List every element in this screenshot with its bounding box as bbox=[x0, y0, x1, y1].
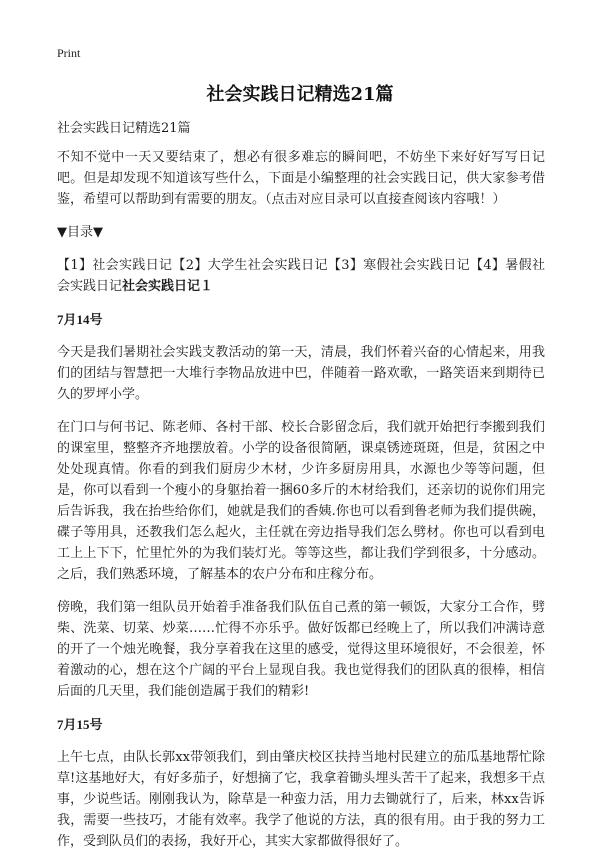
toc-link-1[interactable]: 【1】社会实践日记 bbox=[57, 258, 173, 273]
entry-paragraph: 在门口与何书记、陈老师、各村干部、校长合影留念后，我们就开始把行李搬到我们的课室里，整整齐齐地摆放着。小学的设备很简陋，课桌锈迹斑斑，但是，贫困之中处处现真情。你看的到我们厨房少木材，少许多厨房用具，水源也少等等问题，但是，你可以看到一个瘦小的身躯抬着一捆60多斤的木材给我们，还亲切的说你们用完后告诉我，我在抬些给你们，她就是我们的香姨.你也可以看到鲁老师为我们提供碗，碟子等用具，还教我们怎么起火，主任就在旁边指导我们怎么劈材。你也可以看到电工上上下下，忙里忙外的为我们装灯光。等等这些，都让我们学到很多，十分感动。之后，我们熟悉环境，了解基本的农户分布和庄稼分布。 bbox=[57, 420, 545, 582]
entry-paragraph: 上午七点，由队长郭xx带领我们，到由肇庆校区扶持当地村民建立的茄瓜基地帮忙除草!这基地好大，有好多茄子，好想摘了它，我拿着锄头埋头苦干了起来，我想多干点事，少说些话。刚刚我认为，除草是一种蛮力活，用力去锄就行了，后来，林xx告诉我，需要一些技巧，才能有效率。我学了他说的方法，真的很有用。由于我的努力工作，受到队员们的表扬，我好开心，其实大家都做得很好了。 bbox=[57, 750, 545, 849]
print-link[interactable]: Print bbox=[57, 46, 81, 60]
entry-date: 7月14号 bbox=[57, 312, 103, 327]
article-body bbox=[57, 118, 545, 864]
table-of-contents bbox=[57, 255, 545, 297]
entry-paragraph: 今天是我们暑期社会实践支教活动的第一天，清晨，我们怀着兴奋的心情起来，用我们的团结与智慧把一大堆行李物品放进中巴，伴随着一路欢歌，一路笑语来到期待已久的罗坪小学。 bbox=[57, 345, 545, 402]
toc-link-4[interactable]: 【4】暑假社会实践日记 bbox=[57, 258, 545, 294]
page-title: 社会实践日记精选21篇 bbox=[206, 84, 394, 105]
toc-link-2[interactable]: 【2】大学生社会实践日记 bbox=[172, 258, 328, 273]
entry-paragraph: 傍晚，我们第一组队员开始着手准备我们队伍自己煮的第一顿饭，大家分工合作，劈柴、洗菜、切菜、炒菜……忙得不亦乐乎。做好饭都已经晚上了，所以我们冲满诗意的开了一个烛光晚餐，我分享着我在这里的感受，觉得这里环境很好，不会很差，怀着激动的心，想在这个广阔的平台上显现自我。我也觉得我们的团队真的很棒，相信后面的几天里，我们能创造属于我们的精彩! bbox=[57, 600, 545, 699]
entry-date: 7月15号 bbox=[57, 717, 103, 732]
section-heading: 社会实践日记１ bbox=[122, 279, 214, 294]
subtitle: 社会实践日记精选21篇 bbox=[57, 121, 191, 136]
toc-heading: ▼目录▼ bbox=[57, 225, 103, 240]
intro-paragraph: 不知不觉中一天又要结束了，想必有很多难忘的瞬间吧，不妨坐下来好好写写日记吧。但是却发现不知道该写些什么，下面是小编整理的社会实践日记，供大家参考借鉴，希望可以帮助到有需要的朋友。（点击对应目录可以直接查阅该内容哦！） bbox=[57, 150, 545, 207]
toc-link-3[interactable]: 【3】寒假社会实践日记 bbox=[327, 258, 470, 273]
